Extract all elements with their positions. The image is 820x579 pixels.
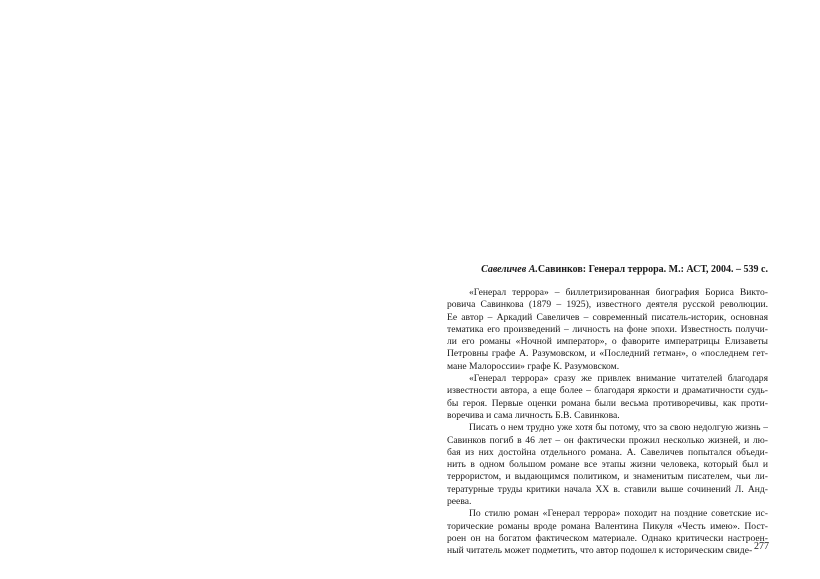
text-line: Ее автор – Аркадий Савеличев – современный писатель-историк, основная bbox=[447, 311, 768, 323]
text-line: Петровны графе А. Разумовском, и «Последний гетман», о «последнем гет- bbox=[447, 348, 768, 360]
paragraph bbox=[447, 508, 768, 557]
text-line: воречива и сама личность Б.В. Савинкова. bbox=[447, 409, 620, 421]
text-line: ровича Савинкова (1879 – 1925), известного деятеля русской революции. bbox=[447, 299, 768, 311]
text-line: нить в одном большом романе все этапы жизни человека, который был и bbox=[447, 459, 768, 471]
text-line: торические романы вроде романа Валентина Пикуля «Честь имею». Пост- bbox=[447, 520, 768, 532]
text-line: Писать о нем трудно уже хотя бы потому, что за свою недолгую жизнь – bbox=[469, 422, 768, 434]
page-number: 277 bbox=[754, 541, 769, 552]
text-line: роен он на богатом фактическом материале. Однако критически настроен- bbox=[447, 532, 768, 544]
paragraph bbox=[447, 287, 768, 373]
review-column bbox=[447, 264, 768, 558]
text-line: «Генерал террора» сразу же привлек внимание читателей благодаря bbox=[469, 373, 768, 385]
text-line: бы героя. Первые оценки романа были весьма противоречивы, как проти- bbox=[447, 397, 768, 409]
text-line: «Генерал террора» – биллетризированная биография Бориса Викто- bbox=[469, 287, 768, 298]
paragraph bbox=[447, 422, 768, 508]
text-line: реева. bbox=[447, 496, 472, 508]
text-line: известности автора, а еще более – благодаря яркости и драматичности судь- bbox=[447, 385, 768, 397]
text-line: Савинков погиб в 46 лет – он фактически прожил несколько жизней, и лю- bbox=[447, 434, 768, 446]
paragraph bbox=[447, 373, 768, 422]
text-line: тературные труды критики начала XX в. ставили выше сочинений Л. Анд- bbox=[447, 483, 768, 495]
review-author: Савеличев А. bbox=[481, 264, 538, 275]
text-line: террористом, и выдающимся политиком, и знаменитым писателем, чьи ли- bbox=[447, 471, 768, 483]
text-line: тематика его произведений – личность на фоне эпохи. Известность получи- bbox=[447, 323, 768, 335]
review-heading bbox=[447, 264, 768, 276]
text-line: По стилю роман «Генерал террора» походит на поздние советские ис- bbox=[469, 508, 768, 520]
text-line: мане Малороссии» графе К. Разумовском. bbox=[447, 360, 620, 372]
text-line: ный читатель может подметить, что автор подошел к историческим свиде- bbox=[447, 545, 753, 557]
text-line: бая из них достойна отдельного романа. А. Савеличев попытался объеди- bbox=[447, 446, 768, 458]
text-line: ли его романы «Ночной император», о фаворите императрицы Елизаветы bbox=[447, 336, 768, 348]
review-title: Савинков: Генерал террора. М.: АСТ, 2004. – 539 с. bbox=[537, 264, 768, 275]
review-body bbox=[447, 287, 768, 558]
